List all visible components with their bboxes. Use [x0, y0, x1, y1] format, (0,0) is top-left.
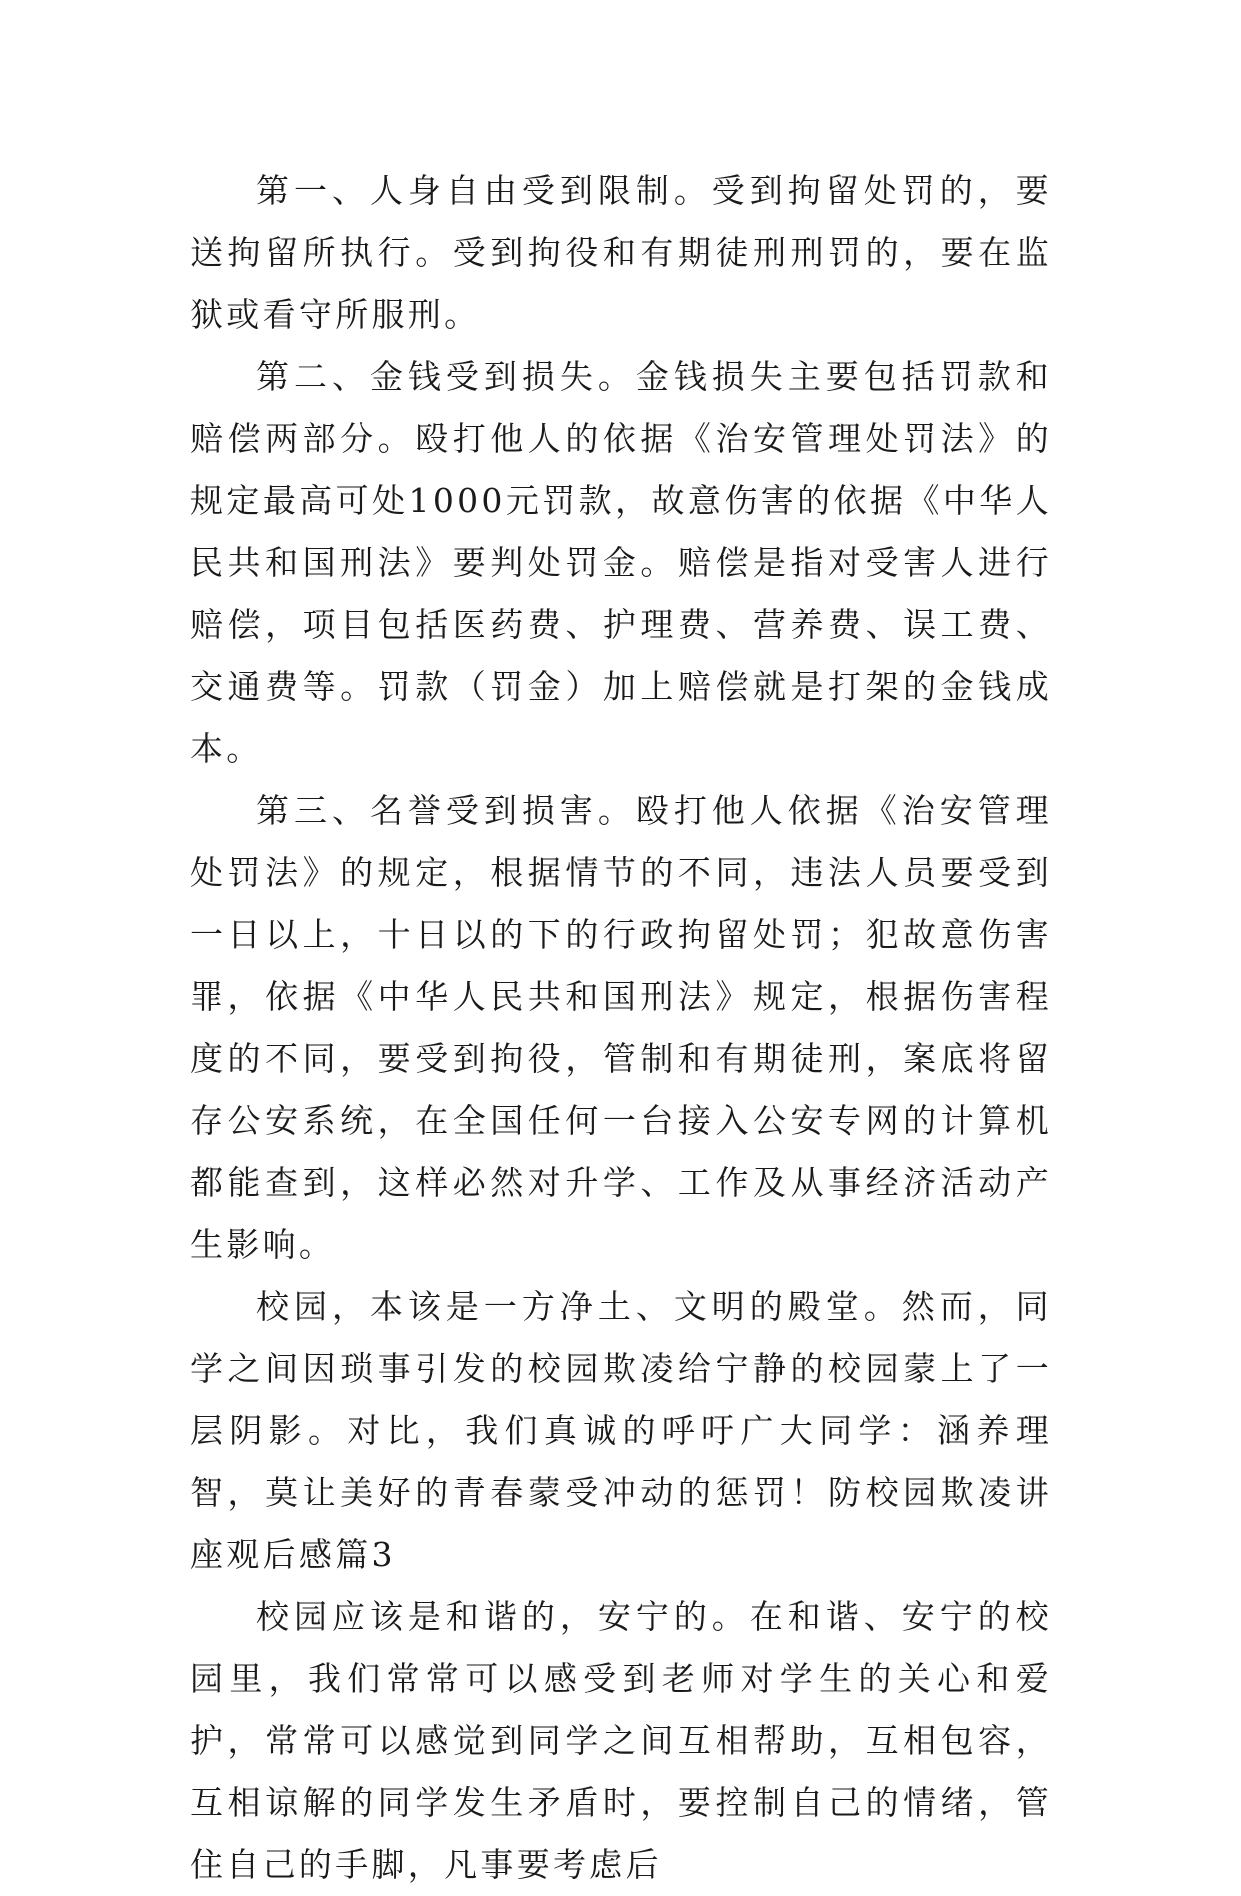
paragraph-reputation-damage: 第三、名誉受到损害。殴打他人依据《治安管理处罚法》的规定，根据情节的不同，违法人员要受到一日以上，十日以的下的行政拘留处罚；犯故意伤害罪，依据《中华人民共和国刑法》规定，根据伤害程度的不同，要受到拘役，管制和有期徒刑，案底将留存公安系统，在全国任何一台接入公安专网的计算机都能查到，这样必然对升学、工作及从事经济活动产生影响。: [190, 791, 1052, 1264]
document-body: [190, 160, 1052, 1896]
paragraph-personal-freedom: 第一、人身自由受到限制。受到拘留处罚的，要送拘留所执行。受到拘役和有期徒刑刑罚的，要在监狱或看守所服刑。: [190, 171, 1052, 334]
paragraph-harmonious-campus: 校园应该是和谐的，安宁的。在和谐、安宁的校园里，我们常常可以感受到老师对学生的关心和爱护，常常可以感觉到同学之间互相帮助，互相包容，互相谅解的同学发生矛盾时，要控制自己的情绪，管住自己的手脚，凡事要考虑后: [190, 1597, 1052, 1884]
paragraph-campus-appeal: 校园，本该是一方净土、文明的殿堂。然而，同学之间因琐事引发的校园欺凌给宁静的校园蒙上了一层阴影。对比，我们真诚的呼吁广大同学：涵养理智，莫让美好的青春蒙受冲动的惩罚！防校园欺凌讲座观后感篇3: [190, 1287, 1052, 1574]
paragraph-financial-loss: 第二、金钱受到损失。金钱损失主要包括罚款和赔偿两部分。殴打他人的依据《治安管理处罚法》的规定最高可处1000元罚款，故意伤害的依据《中华人民共和国刑法》要判处罚金。赔偿是指对受害人进行赔偿，项目包括医药费、护理费、营养费、误工费、交通费等。罚款（罚金）加上赔偿就是打架的金钱成本。: [190, 357, 1052, 768]
